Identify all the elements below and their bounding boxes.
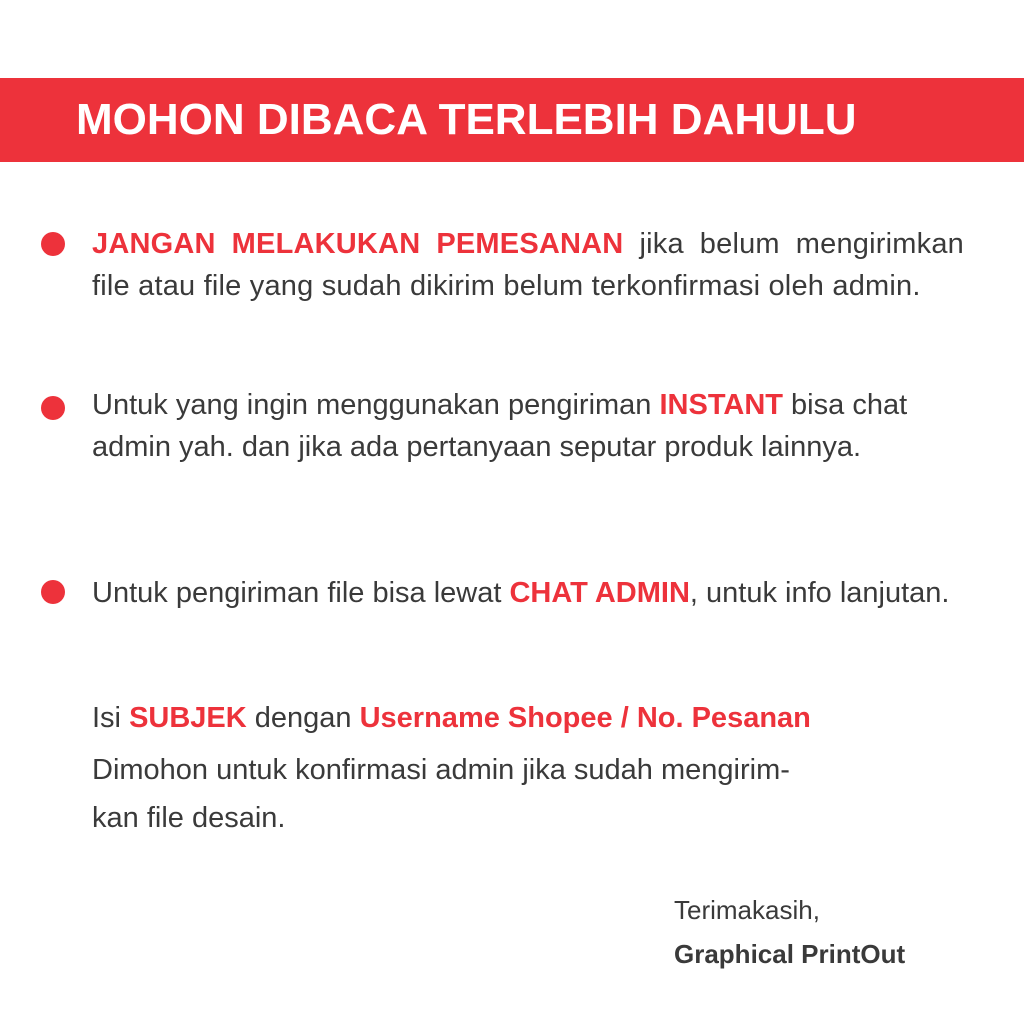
confirm-note-line-2: kan file desain. [92,802,286,834]
notice-2-text-before: Untuk yang ingin menggunakan pengiriman [92,389,660,421]
notice-3-text-before: Untuk pengiriman file bisa lewat [92,577,510,609]
subject-note-prefix: Isi [92,702,130,734]
bullet-icon [41,580,65,604]
username-highlight: Username Shopee / No. Pesanan [359,702,811,734]
subject-note-middle: dengan [246,702,360,734]
subject-highlight: SUBJEK [129,702,247,734]
signature-name: Graphical PrintOut [674,939,906,969]
notice-2 [92,384,964,468]
subject-note [92,697,964,739]
notice-1-highlight: JANGAN MELAKUKAN PEMESANAN [92,228,624,260]
notice-3 [92,569,964,617]
signature-greeting: Terimakasih, [674,895,820,925]
notice-1-text: jika belum mengirimkan file atau file yang sudah dikirim belum terkonfirmasi oleh admin. [92,228,964,302]
bullet-icon [41,232,65,256]
notice-2-text-after: bisa chat admin yah. dan jika ada pertanyaan seputar produk lainnya. [92,389,908,463]
notice-3-text-after: , untuk info lanjutan. [689,577,950,609]
confirm-note-line-1: Dimohon untuk konfirmasi admin jika sudah mengirim- [92,754,790,786]
notice-2-highlight: INSTANT [659,389,783,421]
page-title: MOHON DIBACA TERLEBIH DAHULU [76,95,857,144]
notice-3-highlight: CHAT ADMIN [509,577,690,609]
notice-1 [92,223,964,307]
bullet-icon [41,396,65,420]
